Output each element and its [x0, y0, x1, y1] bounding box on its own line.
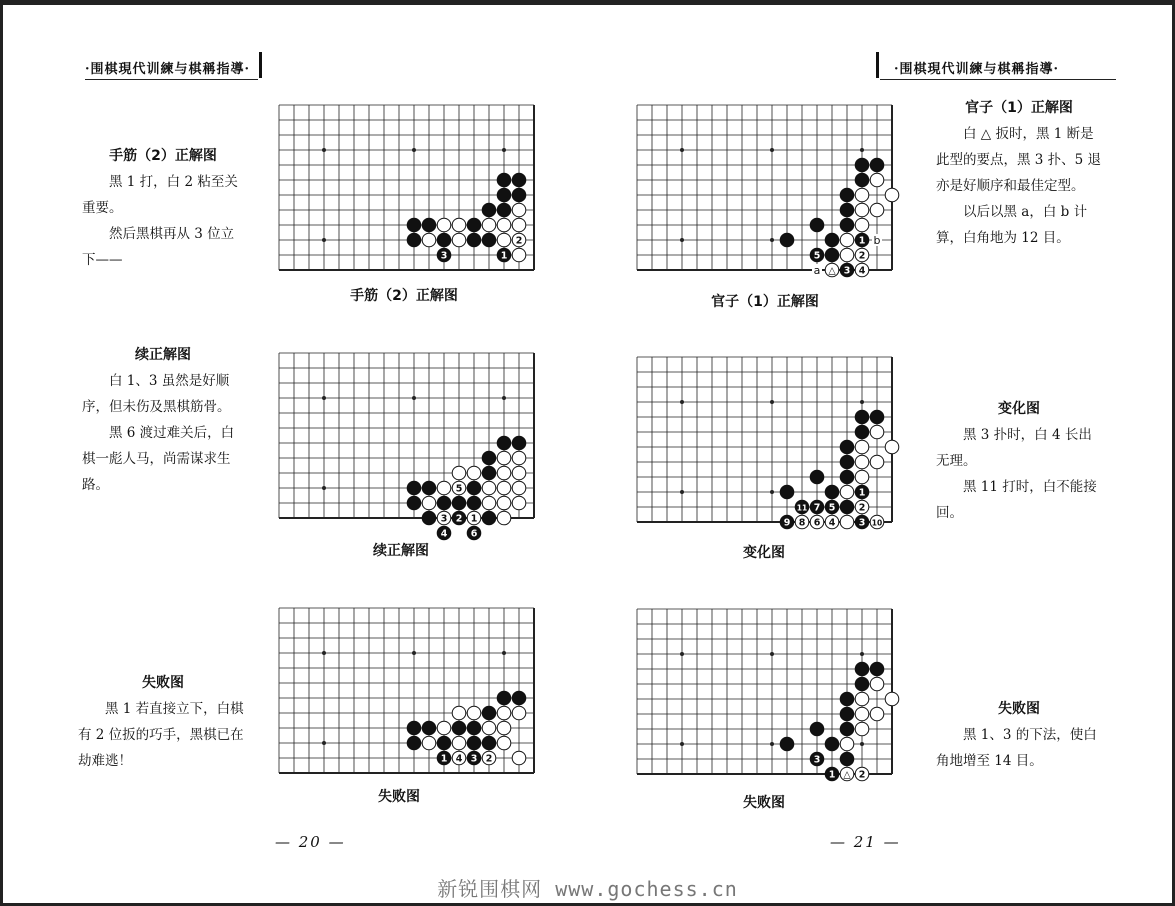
white-stone	[840, 485, 854, 499]
white-stone	[497, 466, 511, 480]
black-stone	[467, 736, 481, 750]
white-stone	[885, 188, 899, 202]
white-stone	[512, 203, 526, 217]
board-caption-4: 变化图	[743, 545, 785, 561]
black-stone	[422, 481, 436, 495]
stone-number: 6	[813, 517, 821, 529]
page-number-right: — 21 —	[830, 833, 901, 851]
black-stone	[825, 737, 839, 751]
white-stone	[437, 721, 451, 735]
star-point	[680, 238, 684, 242]
white-stone	[870, 425, 884, 439]
white-stone	[452, 706, 466, 720]
black-stone	[407, 721, 421, 735]
black-stone	[840, 722, 854, 736]
black-stone	[810, 218, 824, 232]
black-stone	[452, 721, 466, 735]
stone-number: 6	[470, 528, 478, 540]
black-stone	[512, 436, 526, 450]
white-stone	[855, 707, 869, 721]
white-stone	[885, 440, 899, 454]
black-stone	[407, 736, 421, 750]
page-number-left: — 20 —	[275, 833, 346, 851]
board-grid	[279, 105, 534, 270]
board-caption-5: 失败图	[378, 789, 420, 805]
stone-number: 2	[858, 250, 866, 262]
stone-number: 2	[858, 502, 866, 514]
black-stone	[467, 218, 481, 232]
white-stone	[870, 707, 884, 721]
stone-number: 7	[813, 502, 821, 514]
black-stone	[840, 500, 854, 514]
white-stone	[840, 737, 854, 751]
star-point	[322, 486, 326, 490]
white-stone	[855, 470, 869, 484]
black-stone	[512, 691, 526, 705]
stone-number: 11	[796, 503, 808, 513]
star-point	[860, 148, 864, 152]
black-stone	[840, 218, 854, 232]
white-stone	[870, 677, 884, 691]
go-board-1	[274, 100, 552, 280]
black-stone	[497, 188, 511, 202]
board-letter-label: a	[813, 264, 821, 277]
black-stone	[780, 737, 794, 751]
white-stone	[482, 721, 496, 735]
black-stone	[482, 451, 496, 465]
stone-number: 1	[440, 753, 448, 765]
white-stone	[497, 511, 511, 525]
black-stone	[422, 218, 436, 232]
black-stone	[512, 188, 526, 202]
star-point	[412, 148, 416, 152]
black-stone	[467, 481, 481, 495]
black-stone	[437, 233, 451, 247]
go-board-2	[632, 100, 910, 286]
text-block-1	[82, 143, 244, 273]
white-stone	[437, 481, 451, 495]
stone-number: 4	[455, 753, 463, 765]
stone-number: 1	[470, 513, 478, 525]
black-stone	[810, 470, 824, 484]
white-stone	[870, 203, 884, 217]
white-stone	[482, 218, 496, 232]
black-stone	[407, 218, 421, 232]
white-stone	[482, 481, 496, 495]
white-stone	[855, 722, 869, 736]
go-board-4	[632, 352, 910, 538]
black-stone	[855, 158, 869, 172]
paragraph: 黑 1 若直接立下，白棋有 2 位扳的巧手，黑棋已在劫难逃！	[78, 701, 244, 769]
black-stone	[840, 752, 854, 766]
paragraph: 黑 1 打，白 2 粘至关重要。	[82, 174, 238, 216]
star-point	[502, 148, 506, 152]
paragraph: 以后以黑 a，白 b 计算，白角地为 12 目。	[936, 204, 1088, 246]
black-stone	[422, 511, 436, 525]
paragraph: 黑 11 打时，白不能接回。	[936, 479, 1097, 521]
white-stone	[855, 440, 869, 454]
stone-number: 5	[455, 483, 463, 495]
white-stone	[467, 466, 481, 480]
black-stone	[467, 496, 481, 510]
text-title: 续正解图	[135, 347, 191, 363]
paragraph: 黑 6 渡过难关后，白棋一彪人马，尚需谋求生路。	[82, 425, 235, 493]
star-point	[412, 651, 416, 655]
black-stone	[840, 188, 854, 202]
text-title: 失败图	[998, 701, 1040, 717]
black-stone	[810, 722, 824, 736]
star-point	[680, 742, 684, 746]
stone-number: 10	[871, 518, 883, 528]
black-stone	[482, 233, 496, 247]
black-stone	[467, 721, 481, 735]
star-point	[770, 148, 774, 152]
star-point	[770, 652, 774, 656]
board-caption-6: 失败图	[743, 795, 785, 811]
white-stone	[497, 721, 511, 735]
white-stone	[885, 692, 899, 706]
paragraph: 黑 3 扑时，白 4 长出无理。	[936, 427, 1092, 469]
star-point	[680, 148, 684, 152]
watermark-text: 新锐围棋网 www.gochess.cn	[437, 877, 738, 901]
star-point	[770, 742, 774, 746]
black-stone	[482, 736, 496, 750]
paragraph: 黑 1、3 的下法，使白角地增至 14 目。	[936, 727, 1097, 769]
black-stone	[840, 455, 854, 469]
star-point	[502, 396, 506, 400]
white-stone	[512, 751, 526, 765]
stone-number: 1	[858, 235, 866, 247]
stone-number: 3	[440, 513, 448, 525]
black-stone	[855, 425, 869, 439]
black-stone	[780, 485, 794, 499]
white-stone	[855, 455, 869, 469]
board-caption-3: 续正解图	[373, 543, 429, 559]
black-stone	[452, 496, 466, 510]
white-stone	[855, 203, 869, 217]
star-point	[770, 238, 774, 242]
star-point	[322, 651, 326, 655]
black-stone	[870, 410, 884, 424]
stone-number: 3	[843, 265, 851, 277]
star-point	[322, 148, 326, 152]
paragraph: 白 1、3 虽然是好顺序，但未伤及黑棋筋骨。	[82, 373, 231, 415]
black-stone	[422, 721, 436, 735]
go-board-3	[274, 348, 552, 540]
black-stone	[467, 233, 481, 247]
black-stone	[840, 470, 854, 484]
white-stone	[512, 466, 526, 480]
stone-number: 4	[858, 265, 866, 277]
star-point	[770, 400, 774, 404]
white-stone	[855, 218, 869, 232]
text-block-3	[78, 670, 248, 774]
black-stone	[840, 707, 854, 721]
running-header-right: ·围棋現代训練与棋稱指導·	[880, 58, 1116, 80]
board-grid	[637, 357, 892, 522]
black-stone	[855, 662, 869, 676]
star-point	[680, 400, 684, 404]
star-point	[322, 396, 326, 400]
stone-number: 9	[783, 517, 791, 529]
paragraph: 白 △ 扳时，黑 1 断是此型的要点，黑 3 扑、5 退亦是好顺序和最佳定型。	[936, 126, 1102, 194]
black-stone	[482, 466, 496, 480]
stone-number: 3	[440, 250, 448, 262]
stone-number: 2	[455, 513, 463, 525]
paragraph: 然后黑棋再从 3 位立下——	[82, 226, 235, 268]
star-point	[322, 741, 326, 745]
white-stone	[840, 233, 854, 247]
stone-number: 5	[828, 502, 836, 514]
white-stone	[840, 248, 854, 262]
black-stone	[840, 692, 854, 706]
black-stone	[407, 496, 421, 510]
stone-number: 2	[485, 753, 493, 765]
white-stone	[512, 481, 526, 495]
black-stone	[870, 158, 884, 172]
board-grid	[279, 608, 534, 773]
white-stone	[497, 496, 511, 510]
black-stone	[780, 233, 794, 247]
black-stone	[482, 511, 496, 525]
black-stone	[825, 248, 839, 262]
star-point	[680, 652, 684, 656]
go-board-6	[632, 604, 910, 790]
star-point	[502, 651, 506, 655]
black-stone	[840, 203, 854, 217]
black-stone	[855, 173, 869, 187]
white-stone	[452, 466, 466, 480]
white-stone	[422, 736, 436, 750]
black-stone	[497, 173, 511, 187]
white-stone	[497, 233, 511, 247]
black-stone	[825, 485, 839, 499]
black-stone	[870, 662, 884, 676]
text-block-4	[936, 95, 1102, 251]
text-title: 失败图	[142, 675, 184, 691]
go-board-5	[274, 603, 552, 779]
stone-number: 1	[828, 769, 836, 781]
board-caption-1: 手筋（2）正解图	[350, 288, 458, 304]
star-point	[770, 490, 774, 494]
board-letter-label: b	[873, 234, 881, 247]
white-stone	[512, 496, 526, 510]
star-point	[860, 652, 864, 656]
white-stone	[497, 481, 511, 495]
white-stone	[870, 173, 884, 187]
black-stone	[825, 233, 839, 247]
white-stone	[422, 233, 436, 247]
board-grid	[279, 353, 534, 518]
star-point	[322, 238, 326, 242]
white-stone	[437, 218, 451, 232]
running-header-left: ·围棋現代训練与棋稱指導·	[85, 58, 258, 80]
stone-number: 5	[813, 250, 821, 262]
stone-number: 2	[515, 235, 523, 247]
white-stone	[512, 706, 526, 720]
white-stone	[467, 706, 481, 720]
black-stone	[482, 203, 496, 217]
white-stone	[497, 218, 511, 232]
text-block-2	[82, 342, 244, 498]
text-block-5	[936, 396, 1102, 526]
star-point	[412, 396, 416, 400]
white-stone	[512, 451, 526, 465]
white-stone	[482, 496, 496, 510]
white-stone	[452, 736, 466, 750]
white-stone	[497, 736, 511, 750]
black-stone	[855, 410, 869, 424]
board-grid	[637, 609, 892, 774]
text-title: 手筋（2）正解图	[109, 148, 217, 164]
star-point	[680, 490, 684, 494]
stone-number: 3	[813, 754, 821, 766]
board-grid	[637, 105, 892, 270]
white-stone	[512, 218, 526, 232]
stone-number: 1	[500, 250, 508, 262]
stone-number: 2	[858, 769, 866, 781]
white-stone	[497, 706, 511, 720]
white-stone	[422, 496, 436, 510]
white-stone	[497, 451, 511, 465]
stone-number: 3	[858, 517, 866, 529]
white-stone	[855, 188, 869, 202]
stone-number: △	[843, 769, 851, 781]
black-stone	[855, 677, 869, 691]
white-stone	[855, 692, 869, 706]
black-stone	[512, 173, 526, 187]
black-stone	[840, 440, 854, 454]
white-stone	[840, 515, 854, 529]
star-point	[860, 400, 864, 404]
star-point	[860, 742, 864, 746]
black-stone	[497, 691, 511, 705]
board-caption-2: 官子（1）正解图	[711, 294, 819, 310]
black-stone	[497, 203, 511, 217]
stone-number: 4	[440, 528, 448, 540]
white-stone	[870, 455, 884, 469]
black-stone	[437, 736, 451, 750]
black-stone	[482, 706, 496, 720]
stone-number: 3	[470, 753, 478, 765]
stone-number: 1	[858, 487, 866, 499]
white-stone	[512, 248, 526, 262]
stone-number: 8	[798, 517, 806, 529]
black-stone	[437, 496, 451, 510]
stone-number: 4	[828, 517, 836, 529]
black-stone	[407, 481, 421, 495]
black-stone	[497, 436, 511, 450]
text-title: 官子（1）正解图	[965, 100, 1073, 116]
stone-number: △	[828, 265, 836, 277]
white-stone	[452, 218, 466, 232]
text-title: 变化图	[998, 401, 1040, 417]
black-stone	[407, 233, 421, 247]
text-block-6	[936, 696, 1102, 774]
white-stone	[452, 233, 466, 247]
